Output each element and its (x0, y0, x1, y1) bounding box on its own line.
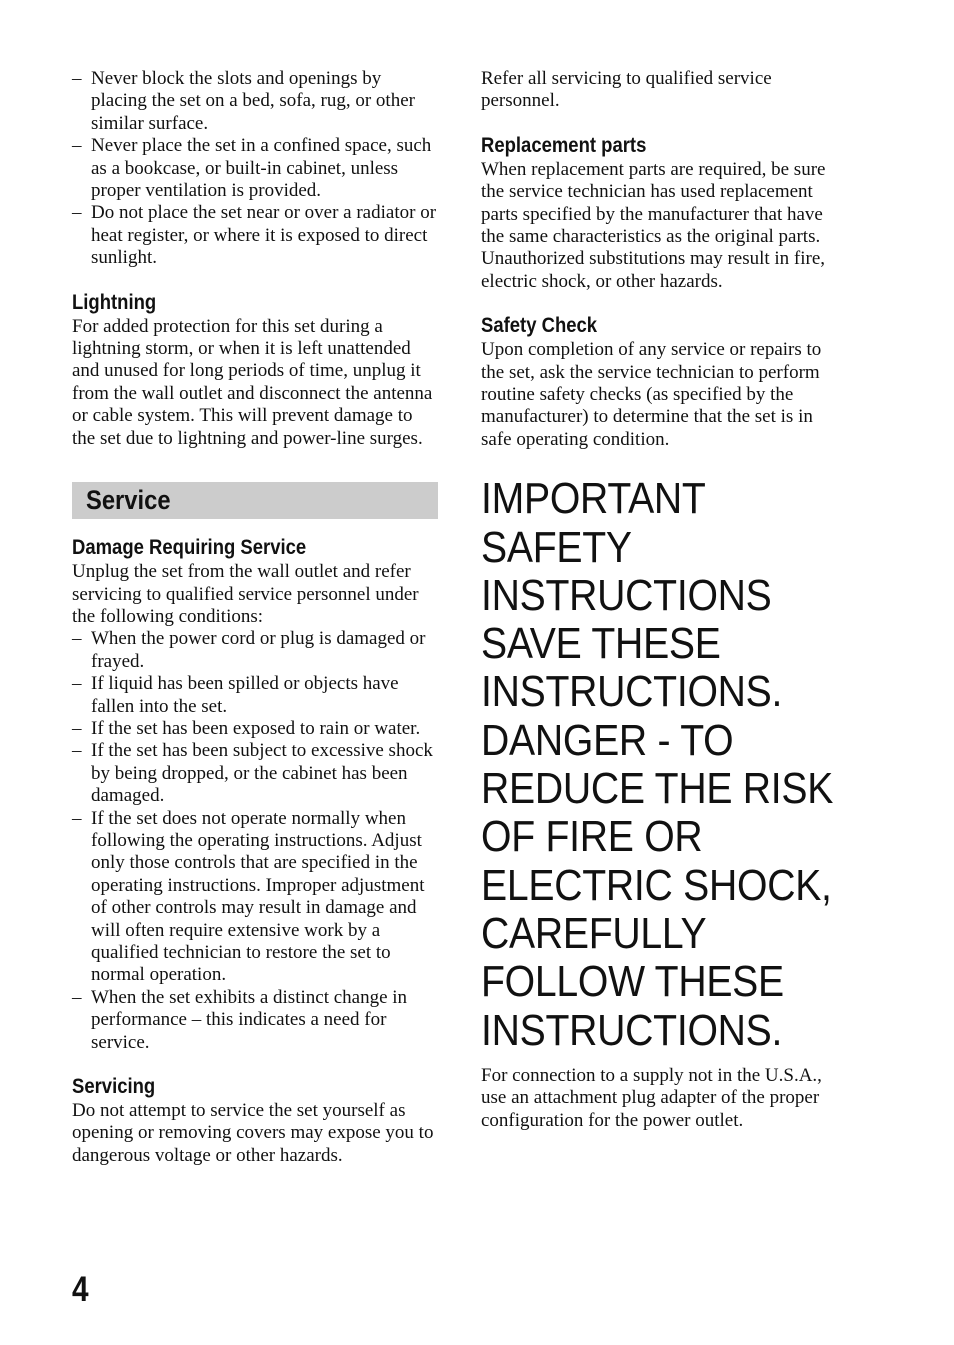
lightning-body: For added protection for this set during a lightning storm, or when it is left unattended and unused for long periods of time, unplug it from the wall outlet and disconnect the antenna or cable system. This will prevent damage to the set due to lightning and power-line surges. (72, 315, 433, 449)
replacement-body: When replacement parts are required, be sure the service technician has used replacement parts specified by the manufacturer that have the same characteristics as the original parts. Unauthorized substitutions may result in fire, electric shock, or other hazards. (481, 158, 826, 292)
connection-note: For connection to a supply not in the U.S.A., use an attachment plug adapter of the proper configuration for the power outlet. (481, 1064, 822, 1131)
replacement-heading: Replacement parts (481, 133, 647, 157)
list-item: – Never place the set in a confined space, such as a bookcase, or built-in cabinet, unless proper ventilation is provided. (72, 135, 438, 202)
list-item: – When the set exhibits a distinct change in performance – this indicates a need for service. (72, 987, 438, 1054)
list-item: – If the set has been subject to excessive shock by being dropped, or the cabinet has been damaged. (72, 740, 438, 807)
left-column (72, 68, 438, 1167)
damage-body: Unplug the set from the wall outlet and refer servicing to qualified service personnel under the following conditions: (72, 561, 419, 627)
damage-heading: Damage Requiring Service (72, 536, 307, 560)
list-item: – Do not place the set near or over a radiator or heat register, or where it is exposed to direct sunlight. (72, 202, 438, 269)
servicing-body: Do not attempt to service the set yourself as opening or removing covers may expose you to dangerous voltage or other hazards. (72, 1100, 434, 1166)
right-column (481, 68, 847, 1132)
list-item: – When the power cord or plug is damaged or frayed. (72, 628, 438, 673)
important-safety-notice: IMPORTANT SAFETY INSTRUCTIONS SAVE THESE INSTRUCTIONS. DANGER - TO REDUCE THE RISK OF FIRE OR ELECTRIC SHOCK, CAREFULLY FOLLOW THESE INSTRUCTIONS. (481, 474, 834, 1055)
safety-check-body: Upon completion of any service or repairs to the set, ask the service technician to perform routine safety checks (as specified by the manufacturer) to determine that the set is in safe operating condition. (481, 339, 822, 450)
safety-check-heading: Safety Check (481, 314, 598, 338)
ventilation-list (72, 68, 438, 270)
list-item: – If liquid has been spilled or objects have fallen into the set. (72, 673, 438, 718)
list-item: – Never block the slots and openings by placing the set on a bed, sofa, rug, or other similar surface. (72, 68, 438, 135)
service-section-title: Service (86, 485, 171, 516)
servicing-continued: Refer all servicing to qualified service personnel. (481, 68, 772, 112)
lightning-heading: Lightning (72, 290, 157, 314)
list-item: – If the set has been exposed to rain or water. (72, 718, 438, 740)
page-number: 4 (72, 1270, 89, 1309)
list-item: – If the set does not operate normally when following the operating instructions. Adjust only those controls that are specified in the operating instructions. Improper adjustment of other controls may result in damage and will often require extensive work by a qualified technician to restore the set to normal operation. (72, 808, 438, 987)
damage-list (72, 628, 438, 1054)
servicing-heading: Servicing (72, 1075, 156, 1099)
service-section-bar (72, 482, 438, 519)
